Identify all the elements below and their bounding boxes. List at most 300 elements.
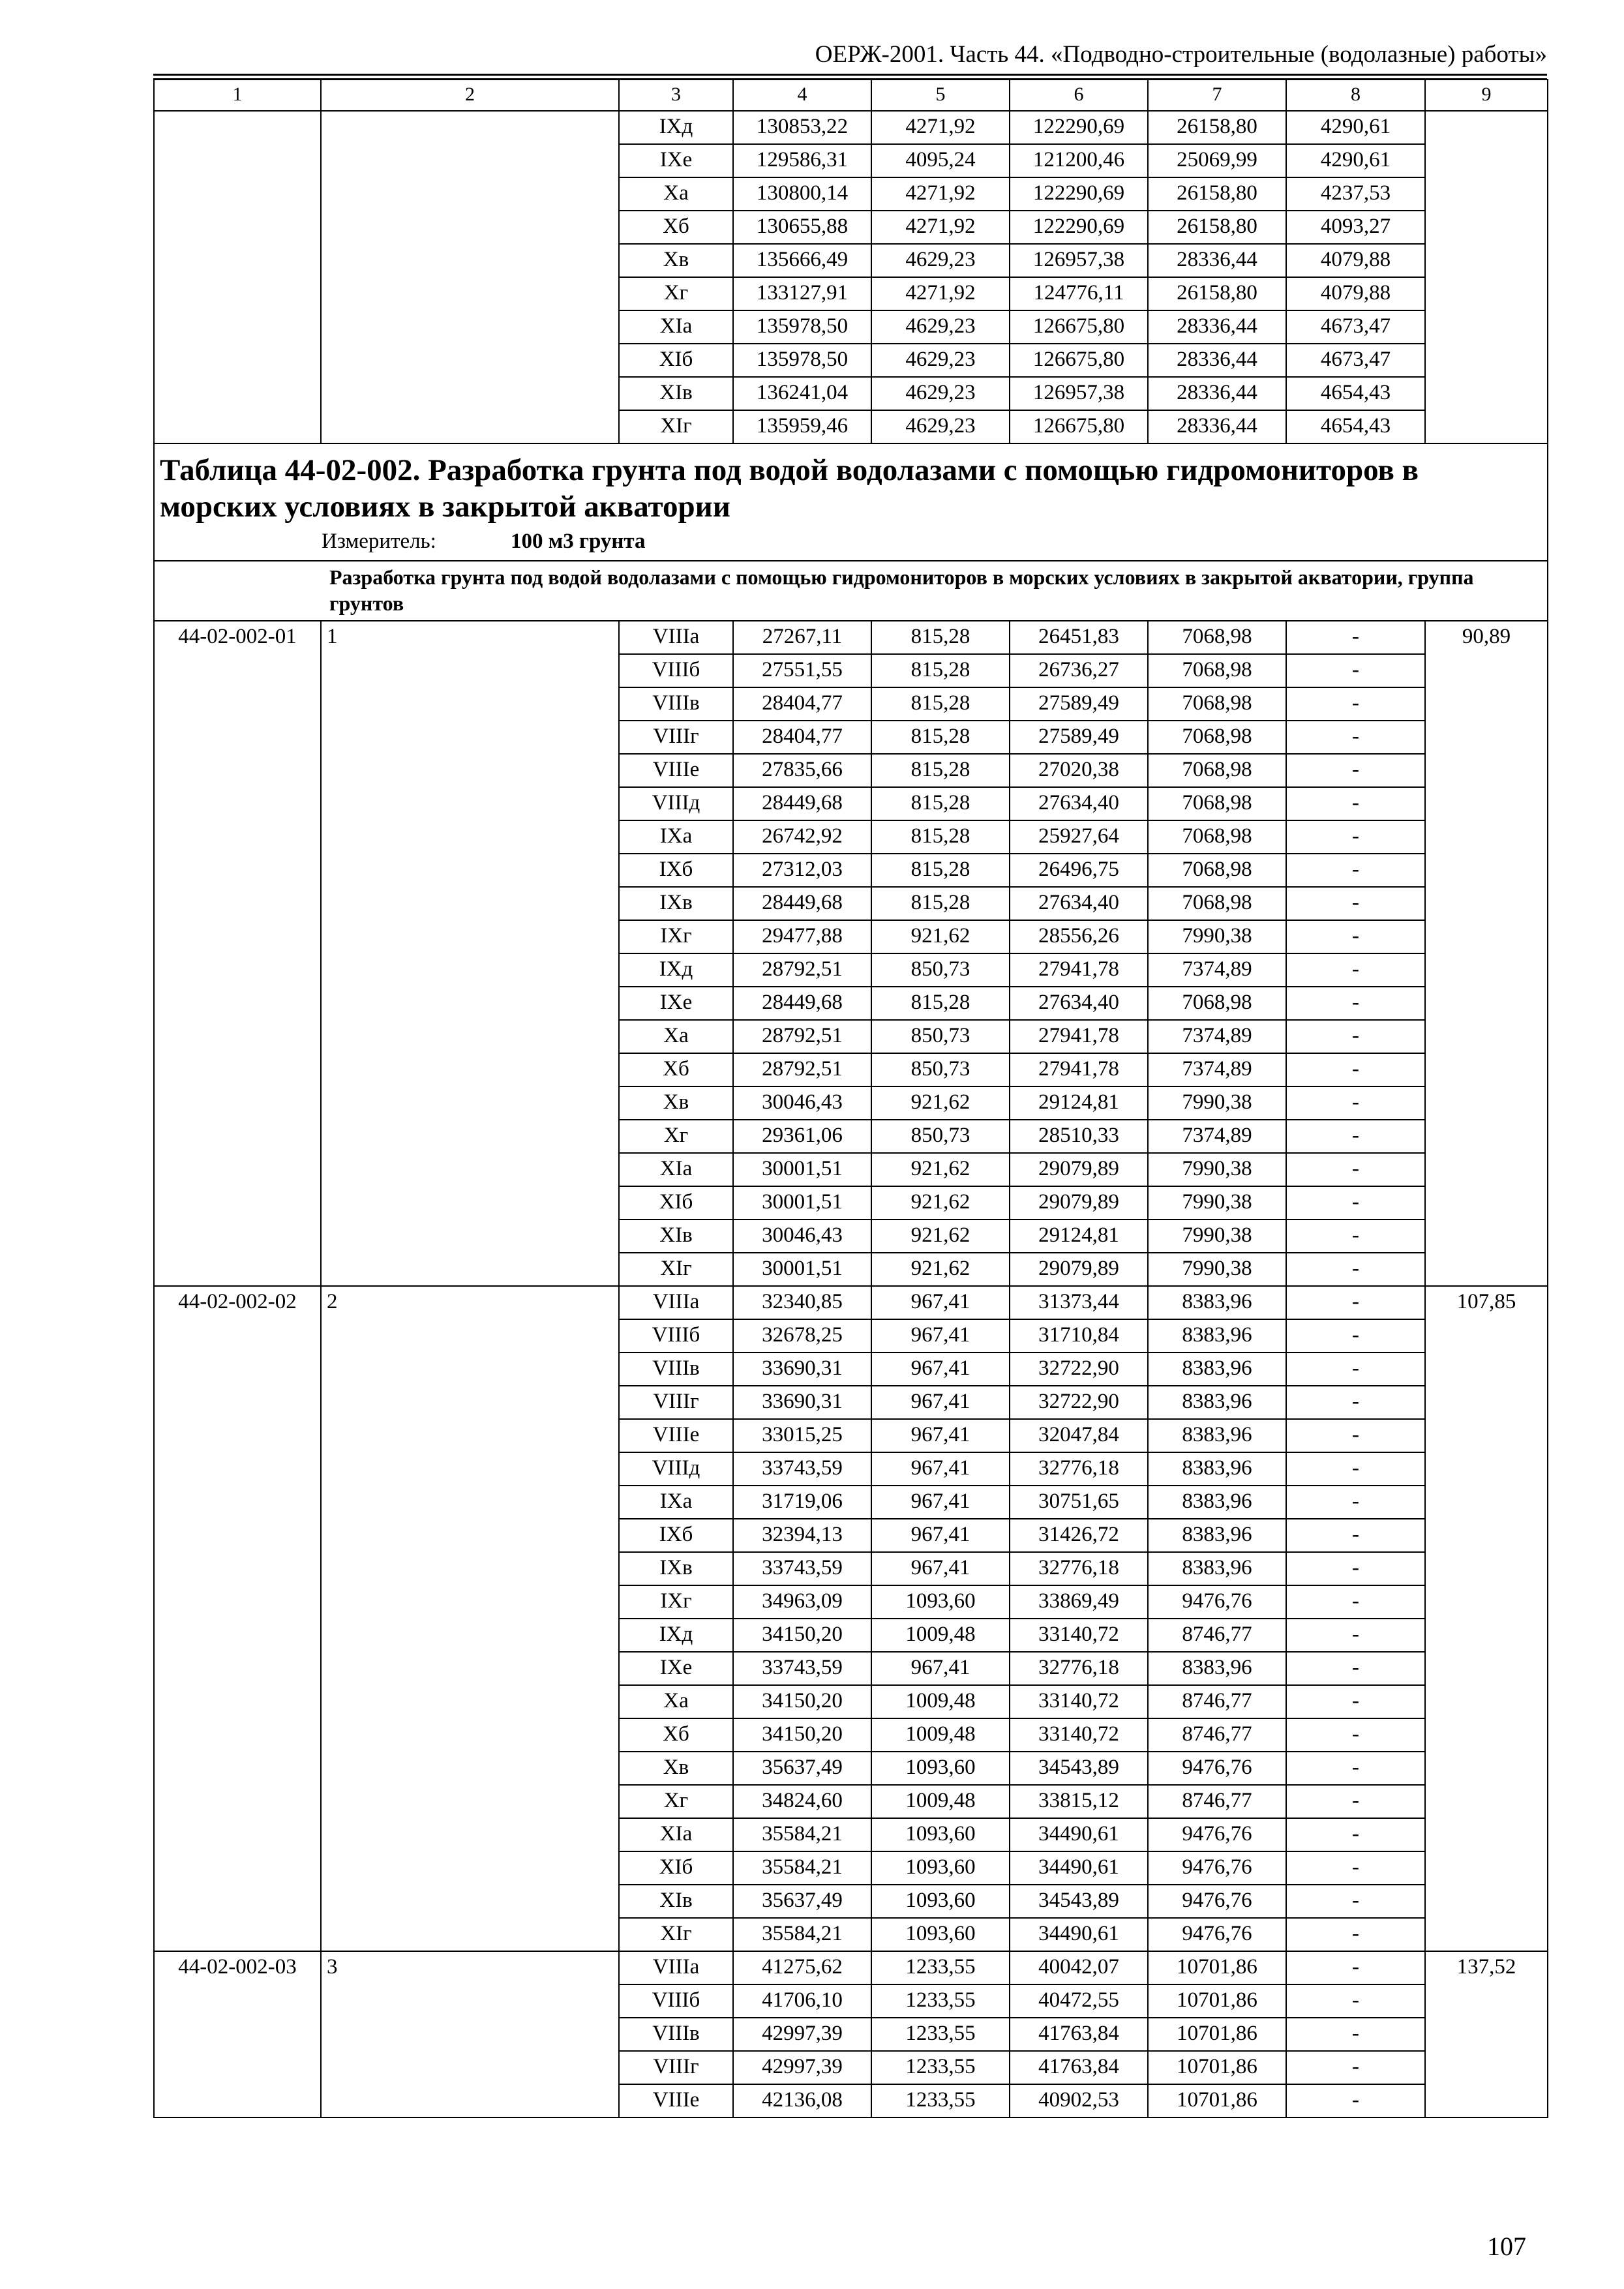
value-cell: 33743,59 [733, 1452, 871, 1486]
value-cell: 34490,61 [1010, 1851, 1148, 1885]
value-cell: - [1286, 654, 1425, 687]
value-cell: 9476,76 [1148, 1918, 1286, 1951]
value-cell: 135666,49 [733, 244, 871, 277]
value-cell: - [1286, 1885, 1425, 1918]
table-title-row [154, 443, 1548, 525]
soil-group-cell: VIIIг [619, 1386, 733, 1419]
value-cell: 28449,68 [733, 787, 871, 820]
value-cell: 815,28 [871, 687, 1010, 721]
value-cell: 1009,48 [871, 1718, 1010, 1752]
value-cell: 8383,96 [1148, 1486, 1286, 1519]
value-cell: 8383,96 [1148, 1386, 1286, 1419]
value-cell: - [1286, 1286, 1425, 1319]
value-cell: 33140,72 [1010, 1685, 1148, 1718]
value-cell: 921,62 [871, 1186, 1010, 1219]
value-cell: 27835,66 [733, 754, 871, 787]
value-cell: 967,41 [871, 1652, 1010, 1685]
value-cell: - [1286, 1652, 1425, 1685]
value-cell: 4271,92 [871, 177, 1010, 211]
value-cell: - [1286, 1486, 1425, 1519]
labor-cost-cell: 137,52 [1425, 1951, 1548, 2117]
value-cell: - [1286, 1053, 1425, 1086]
soil-group-cell: VIIIг [619, 2051, 733, 2084]
value-cell: 7068,98 [1148, 820, 1286, 854]
value-cell: 815,28 [871, 787, 1010, 820]
value-cell: 27634,40 [1010, 787, 1148, 820]
column-number: 4 [733, 80, 871, 111]
value-cell: 27941,78 [1010, 1020, 1148, 1053]
value-cell: 7990,38 [1148, 1253, 1286, 1286]
value-cell: 42136,08 [733, 2084, 871, 2117]
soil-group-cell: IXе [619, 1652, 733, 1685]
value-cell: - [1286, 1186, 1425, 1219]
soil-group-cell: Xг [619, 1785, 733, 1818]
soil-group-cell: VIIIд [619, 787, 733, 820]
header-rule [153, 74, 1547, 76]
value-cell: 9476,76 [1148, 1818, 1286, 1851]
value-cell: - [1286, 1718, 1425, 1752]
value-cell: - [1286, 953, 1425, 987]
value-cell: 33140,72 [1010, 1718, 1148, 1752]
value-cell: 126957,38 [1010, 244, 1148, 277]
value-cell: 33815,12 [1010, 1785, 1148, 1818]
soil-group-cell: XIб [619, 1186, 733, 1219]
value-cell: 34150,20 [733, 1718, 871, 1752]
value-cell: - [1286, 1419, 1425, 1452]
value-cell: 27634,40 [1010, 987, 1148, 1020]
soil-group-cell: VIIIб [619, 1984, 733, 2018]
value-cell: 4654,43 [1286, 410, 1425, 443]
value-cell: 28792,51 [733, 1020, 871, 1053]
value-cell: 28336,44 [1148, 377, 1286, 410]
column-number: 9 [1425, 80, 1548, 111]
value-cell: 29124,81 [1010, 1219, 1148, 1253]
soil-group-cell: Xв [619, 244, 733, 277]
value-cell: 850,73 [871, 1020, 1010, 1053]
value-cell: 126957,38 [1010, 377, 1148, 410]
value-cell: 921,62 [871, 1219, 1010, 1253]
soil-group-cell: Xа [619, 177, 733, 211]
name-cell-empty [321, 111, 619, 443]
value-cell: 32047,84 [1010, 1419, 1148, 1452]
norm-code: 44-02-002-03 [154, 1951, 321, 2117]
value-cell: - [1286, 1219, 1425, 1253]
value-cell: 32722,90 [1010, 1386, 1148, 1419]
value-cell: 28792,51 [733, 1053, 871, 1086]
value-cell: 4271,92 [871, 277, 1010, 310]
value-cell: 31710,84 [1010, 1319, 1148, 1353]
value-cell: 1009,48 [871, 1785, 1010, 1818]
value-cell: 815,28 [871, 987, 1010, 1020]
value-cell: 4271,92 [871, 211, 1010, 244]
value-cell: 7374,89 [1148, 953, 1286, 987]
value-cell: 4673,47 [1286, 344, 1425, 377]
soil-group-cell: XIг [619, 1918, 733, 1951]
soil-group-cell: VIIIа [619, 1951, 733, 1984]
value-cell: 26496,75 [1010, 854, 1148, 887]
value-cell: 27634,40 [1010, 887, 1148, 920]
value-cell: 135978,50 [733, 310, 871, 344]
value-cell: - [1286, 2051, 1425, 2084]
value-cell: 42997,39 [733, 2018, 871, 2051]
value-cell: 33743,59 [733, 1552, 871, 1585]
soil-group-cell: XIа [619, 310, 733, 344]
soil-group-cell: IXб [619, 854, 733, 887]
value-cell: 850,73 [871, 953, 1010, 987]
value-cell: 26742,92 [733, 820, 871, 854]
value-cell: 28336,44 [1148, 344, 1286, 377]
soil-group-cell: IXг [619, 920, 733, 953]
value-cell: 8746,77 [1148, 1785, 1286, 1818]
table-row [154, 1951, 1548, 1984]
soil-group-cell: Xв [619, 1086, 733, 1120]
norms-table [153, 79, 1548, 2118]
value-cell: 33015,25 [733, 1419, 871, 1452]
value-cell: 815,28 [871, 820, 1010, 854]
value-cell: 122290,69 [1010, 177, 1148, 211]
value-cell: 7990,38 [1148, 1186, 1286, 1219]
code-cell-empty [154, 111, 321, 443]
value-cell: 26158,80 [1148, 111, 1286, 144]
value-cell: - [1286, 854, 1425, 887]
value-cell: 31373,44 [1010, 1286, 1148, 1319]
value-cell: 26158,80 [1148, 211, 1286, 244]
labor-cost-cell: 107,85 [1425, 1286, 1548, 1951]
meter-label: Измеритель: [322, 530, 436, 553]
value-cell: 921,62 [871, 1153, 1010, 1186]
value-cell: 34490,61 [1010, 1918, 1148, 1951]
soil-group-cell: VIIIг [619, 721, 733, 754]
value-cell: 34543,89 [1010, 1752, 1148, 1785]
soil-group-cell: IXд [619, 111, 733, 144]
soil-group-cell: IXд [619, 953, 733, 987]
table-row [154, 111, 1548, 144]
value-cell: 129586,31 [733, 144, 871, 177]
value-cell: 7068,98 [1148, 754, 1286, 787]
value-cell: 7068,98 [1148, 787, 1286, 820]
page-number: 107 [1487, 2232, 1526, 2261]
value-cell: 32776,18 [1010, 1452, 1148, 1486]
value-cell: 33140,72 [1010, 1619, 1148, 1652]
soil-group-cell: XIв [619, 1885, 733, 1918]
value-cell: 29079,89 [1010, 1153, 1148, 1186]
value-cell: 7990,38 [1148, 1086, 1286, 1120]
value-cell: 27589,49 [1010, 721, 1148, 754]
value-cell: 921,62 [871, 1253, 1010, 1286]
value-cell: 26158,80 [1148, 177, 1286, 211]
value-cell: 7068,98 [1148, 621, 1286, 654]
value-cell: - [1286, 721, 1425, 754]
value-cell: 4271,92 [871, 111, 1010, 144]
value-cell: 35637,49 [733, 1752, 871, 1785]
value-cell: 29079,89 [1010, 1253, 1148, 1286]
soil-group-cell: XIг [619, 1253, 733, 1286]
value-cell: 28336,44 [1148, 310, 1286, 344]
soil-group-cell: Xб [619, 211, 733, 244]
value-cell: 29361,06 [733, 1120, 871, 1153]
value-cell: 130800,14 [733, 177, 871, 211]
value-cell: 921,62 [871, 920, 1010, 953]
value-cell: 121200,46 [1010, 144, 1148, 177]
value-cell: - [1286, 621, 1425, 654]
value-cell: - [1286, 787, 1425, 820]
value-cell: 32340,85 [733, 1286, 871, 1319]
value-cell: 7374,89 [1148, 1120, 1286, 1153]
value-cell: - [1286, 1818, 1425, 1851]
value-cell: - [1286, 1253, 1425, 1286]
value-cell: 40902,53 [1010, 2084, 1148, 2117]
value-cell: 28336,44 [1148, 410, 1286, 443]
labor-cost-cell: 90,89 [1425, 621, 1548, 1286]
table-row [154, 1286, 1548, 1319]
value-cell: 7374,89 [1148, 1053, 1286, 1086]
soil-group-cell: VIIIе [619, 1419, 733, 1452]
soil-group-cell: Xв [619, 1752, 733, 1785]
value-cell: 7990,38 [1148, 920, 1286, 953]
norm-name: 1 [321, 621, 619, 1286]
value-cell: 850,73 [871, 1053, 1010, 1086]
value-cell: - [1286, 687, 1425, 721]
value-cell: 136241,04 [733, 377, 871, 410]
value-cell: 815,28 [871, 721, 1010, 754]
value-cell: 815,28 [871, 621, 1010, 654]
value-cell: 26736,27 [1010, 654, 1148, 687]
value-cell: 27312,03 [733, 854, 871, 887]
meter-cell [154, 525, 1548, 561]
value-cell: 4237,53 [1286, 177, 1425, 211]
soil-group-cell: XIв [619, 377, 733, 410]
value-cell: - [1286, 1685, 1425, 1718]
norm-code: 44-02-002-02 [154, 1286, 321, 1951]
soil-group-cell: Xа [619, 1020, 733, 1053]
value-cell: 1233,55 [871, 2084, 1010, 2117]
soil-group-cell: VIIIа [619, 621, 733, 654]
value-cell: 35584,21 [733, 1818, 871, 1851]
value-cell: 815,28 [871, 887, 1010, 920]
value-cell: 815,28 [871, 754, 1010, 787]
value-cell: - [1286, 887, 1425, 920]
value-cell: 7990,38 [1148, 1153, 1286, 1186]
value-cell: 4629,23 [871, 344, 1010, 377]
table-title: Таблица 44-02-002. Разработка грунта под водой водолазами с помощью гидромониторов в морских условиях в закрытой акватории [154, 443, 1548, 525]
value-cell: - [1286, 1552, 1425, 1585]
value-cell: 8383,96 [1148, 1319, 1286, 1353]
soil-group-cell: VIIIб [619, 654, 733, 687]
value-cell: 8383,96 [1148, 1419, 1286, 1452]
value-cell: 34490,61 [1010, 1818, 1148, 1851]
soil-group-cell: VIIIе [619, 754, 733, 787]
value-cell: 1093,60 [871, 1818, 1010, 1851]
column-number: 3 [619, 80, 733, 111]
value-cell: 30751,65 [1010, 1486, 1148, 1519]
soil-group-cell: VIIIв [619, 1353, 733, 1386]
value-cell: 1093,60 [871, 1585, 1010, 1619]
value-cell: 10701,86 [1148, 2084, 1286, 2117]
soil-group-cell: Xб [619, 1053, 733, 1086]
value-cell: 33690,31 [733, 1386, 871, 1419]
value-cell: 34824,60 [733, 1785, 871, 1818]
value-cell: 1093,60 [871, 1851, 1010, 1885]
value-cell: 8746,77 [1148, 1619, 1286, 1652]
value-cell: 8746,77 [1148, 1718, 1286, 1752]
value-cell: 28556,26 [1010, 920, 1148, 953]
value-cell: 4290,61 [1286, 111, 1425, 144]
soil-group-cell: VIIIа [619, 1286, 733, 1319]
c9-cell-empty [1425, 111, 1548, 443]
value-cell: - [1286, 987, 1425, 1020]
section-description-row [154, 561, 1548, 621]
value-cell: 8383,96 [1148, 1452, 1286, 1486]
value-cell: 1233,55 [871, 2018, 1010, 2051]
soil-group-cell: Xб [619, 1718, 733, 1752]
table-row [154, 621, 1548, 654]
value-cell: 34963,09 [733, 1585, 871, 1619]
value-cell: 7374,89 [1148, 1020, 1286, 1053]
value-cell: 967,41 [871, 1386, 1010, 1419]
value-cell: 133127,91 [733, 277, 871, 310]
value-cell: 28449,68 [733, 887, 871, 920]
value-cell: 30046,43 [733, 1219, 871, 1253]
value-cell: 967,41 [871, 1452, 1010, 1486]
soil-group-cell: IXе [619, 144, 733, 177]
soil-group-cell: VIIIб [619, 1319, 733, 1353]
soil-group-cell: VIIIв [619, 2018, 733, 2051]
value-cell: 33869,49 [1010, 1585, 1148, 1619]
value-cell: 32776,18 [1010, 1652, 1148, 1685]
value-cell: 7068,98 [1148, 887, 1286, 920]
value-cell: - [1286, 1851, 1425, 1885]
value-cell: 33743,59 [733, 1652, 871, 1685]
value-cell: 7068,98 [1148, 687, 1286, 721]
value-cell: 28449,68 [733, 987, 871, 1020]
value-cell: 40472,55 [1010, 1984, 1148, 2018]
value-cell: - [1286, 1086, 1425, 1120]
value-cell: 40042,07 [1010, 1951, 1148, 1984]
value-cell: 1093,60 [871, 1885, 1010, 1918]
value-cell: 1009,48 [871, 1685, 1010, 1718]
value-cell: 4629,23 [871, 310, 1010, 344]
value-cell: 8383,96 [1148, 1652, 1286, 1685]
norm-name: 2 [321, 1286, 619, 1951]
value-cell: - [1286, 1020, 1425, 1053]
soil-group-cell: XIа [619, 1818, 733, 1851]
column-number: 1 [154, 80, 321, 111]
value-cell: 967,41 [871, 1419, 1010, 1452]
soil-group-cell: IXв [619, 887, 733, 920]
value-cell: 7068,98 [1148, 721, 1286, 754]
value-cell: 27589,49 [1010, 687, 1148, 721]
value-cell: 1233,55 [871, 2051, 1010, 2084]
value-cell: 34150,20 [733, 1685, 871, 1718]
value-cell: - [1286, 1153, 1425, 1186]
value-cell: 7068,98 [1148, 654, 1286, 687]
value-cell: 35584,21 [733, 1851, 871, 1885]
value-cell: 9476,76 [1148, 1752, 1286, 1785]
value-cell: 27941,78 [1010, 953, 1148, 987]
value-cell: 31719,06 [733, 1486, 871, 1519]
value-cell: 29079,89 [1010, 1186, 1148, 1219]
value-cell: 7068,98 [1148, 987, 1286, 1020]
value-cell: 41706,10 [733, 1984, 871, 2018]
meter-value: 100 м3 грунта [511, 530, 646, 553]
value-cell: 4079,88 [1286, 244, 1425, 277]
value-cell: - [1286, 1918, 1425, 1951]
value-cell: 4629,23 [871, 410, 1010, 443]
value-cell: 34543,89 [1010, 1885, 1148, 1918]
value-cell: 9476,76 [1148, 1851, 1286, 1885]
value-cell: 30046,43 [733, 1086, 871, 1120]
value-cell: 30001,51 [733, 1253, 871, 1286]
value-cell: 27941,78 [1010, 1053, 1148, 1086]
section-description: Разработка грунта под водой водолазами с помощью гидромониторов в морских условиях в закрытой акватории, группа грунтов [154, 561, 1548, 621]
value-cell: 126675,80 [1010, 310, 1148, 344]
value-cell: - [1286, 1120, 1425, 1153]
value-cell: 4290,61 [1286, 144, 1425, 177]
value-cell: 4673,47 [1286, 310, 1425, 344]
value-cell: 122290,69 [1010, 211, 1148, 244]
value-cell: 35584,21 [733, 1918, 871, 1951]
value-cell: 135978,50 [733, 344, 871, 377]
value-cell: 26158,80 [1148, 277, 1286, 310]
value-cell: 28404,77 [733, 687, 871, 721]
soil-group-cell: XIв [619, 1219, 733, 1253]
soil-group-cell: IXд [619, 1619, 733, 1652]
soil-group-cell: VIIIв [619, 687, 733, 721]
value-cell: - [1286, 1386, 1425, 1419]
value-cell: 32678,25 [733, 1319, 871, 1353]
value-cell: 28792,51 [733, 953, 871, 987]
value-cell: 41275,62 [733, 1951, 871, 1984]
value-cell: - [1286, 1519, 1425, 1552]
value-cell: 32776,18 [1010, 1552, 1148, 1585]
value-cell: 31426,72 [1010, 1519, 1148, 1552]
value-cell: - [1286, 2018, 1425, 2051]
value-cell: - [1286, 1585, 1425, 1619]
value-cell: 29477,88 [733, 920, 871, 953]
value-cell: 1093,60 [871, 1918, 1010, 1951]
value-cell: 967,41 [871, 1286, 1010, 1319]
value-cell: 7990,38 [1148, 1219, 1286, 1253]
value-cell: - [1286, 2084, 1425, 2117]
value-cell: 967,41 [871, 1353, 1010, 1386]
value-cell: 130655,88 [733, 211, 871, 244]
value-cell: 850,73 [871, 1120, 1010, 1153]
value-cell: - [1286, 1353, 1425, 1386]
soil-group-cell: IXг [619, 1585, 733, 1619]
value-cell: - [1286, 820, 1425, 854]
value-cell: - [1286, 1785, 1425, 1818]
value-cell: 27267,11 [733, 621, 871, 654]
value-cell: 8746,77 [1148, 1685, 1286, 1718]
value-cell: 42997,39 [733, 2051, 871, 2084]
soil-group-cell: Xа [619, 1685, 733, 1718]
value-cell: 10701,86 [1148, 1951, 1286, 1984]
value-cell: 4629,23 [871, 377, 1010, 410]
value-cell: 1233,55 [871, 1984, 1010, 2018]
soil-group-cell: XIб [619, 344, 733, 377]
value-cell: 8383,96 [1148, 1286, 1286, 1319]
value-cell: 27551,55 [733, 654, 871, 687]
value-cell: 4079,88 [1286, 277, 1425, 310]
value-cell: 7068,98 [1148, 854, 1286, 887]
value-cell: 28336,44 [1148, 244, 1286, 277]
value-cell: 815,28 [871, 854, 1010, 887]
column-number: 6 [1010, 80, 1148, 111]
value-cell: 967,41 [871, 1519, 1010, 1552]
value-cell: 126675,80 [1010, 344, 1148, 377]
value-cell: 1009,48 [871, 1619, 1010, 1652]
value-cell: - [1286, 1951, 1425, 1984]
